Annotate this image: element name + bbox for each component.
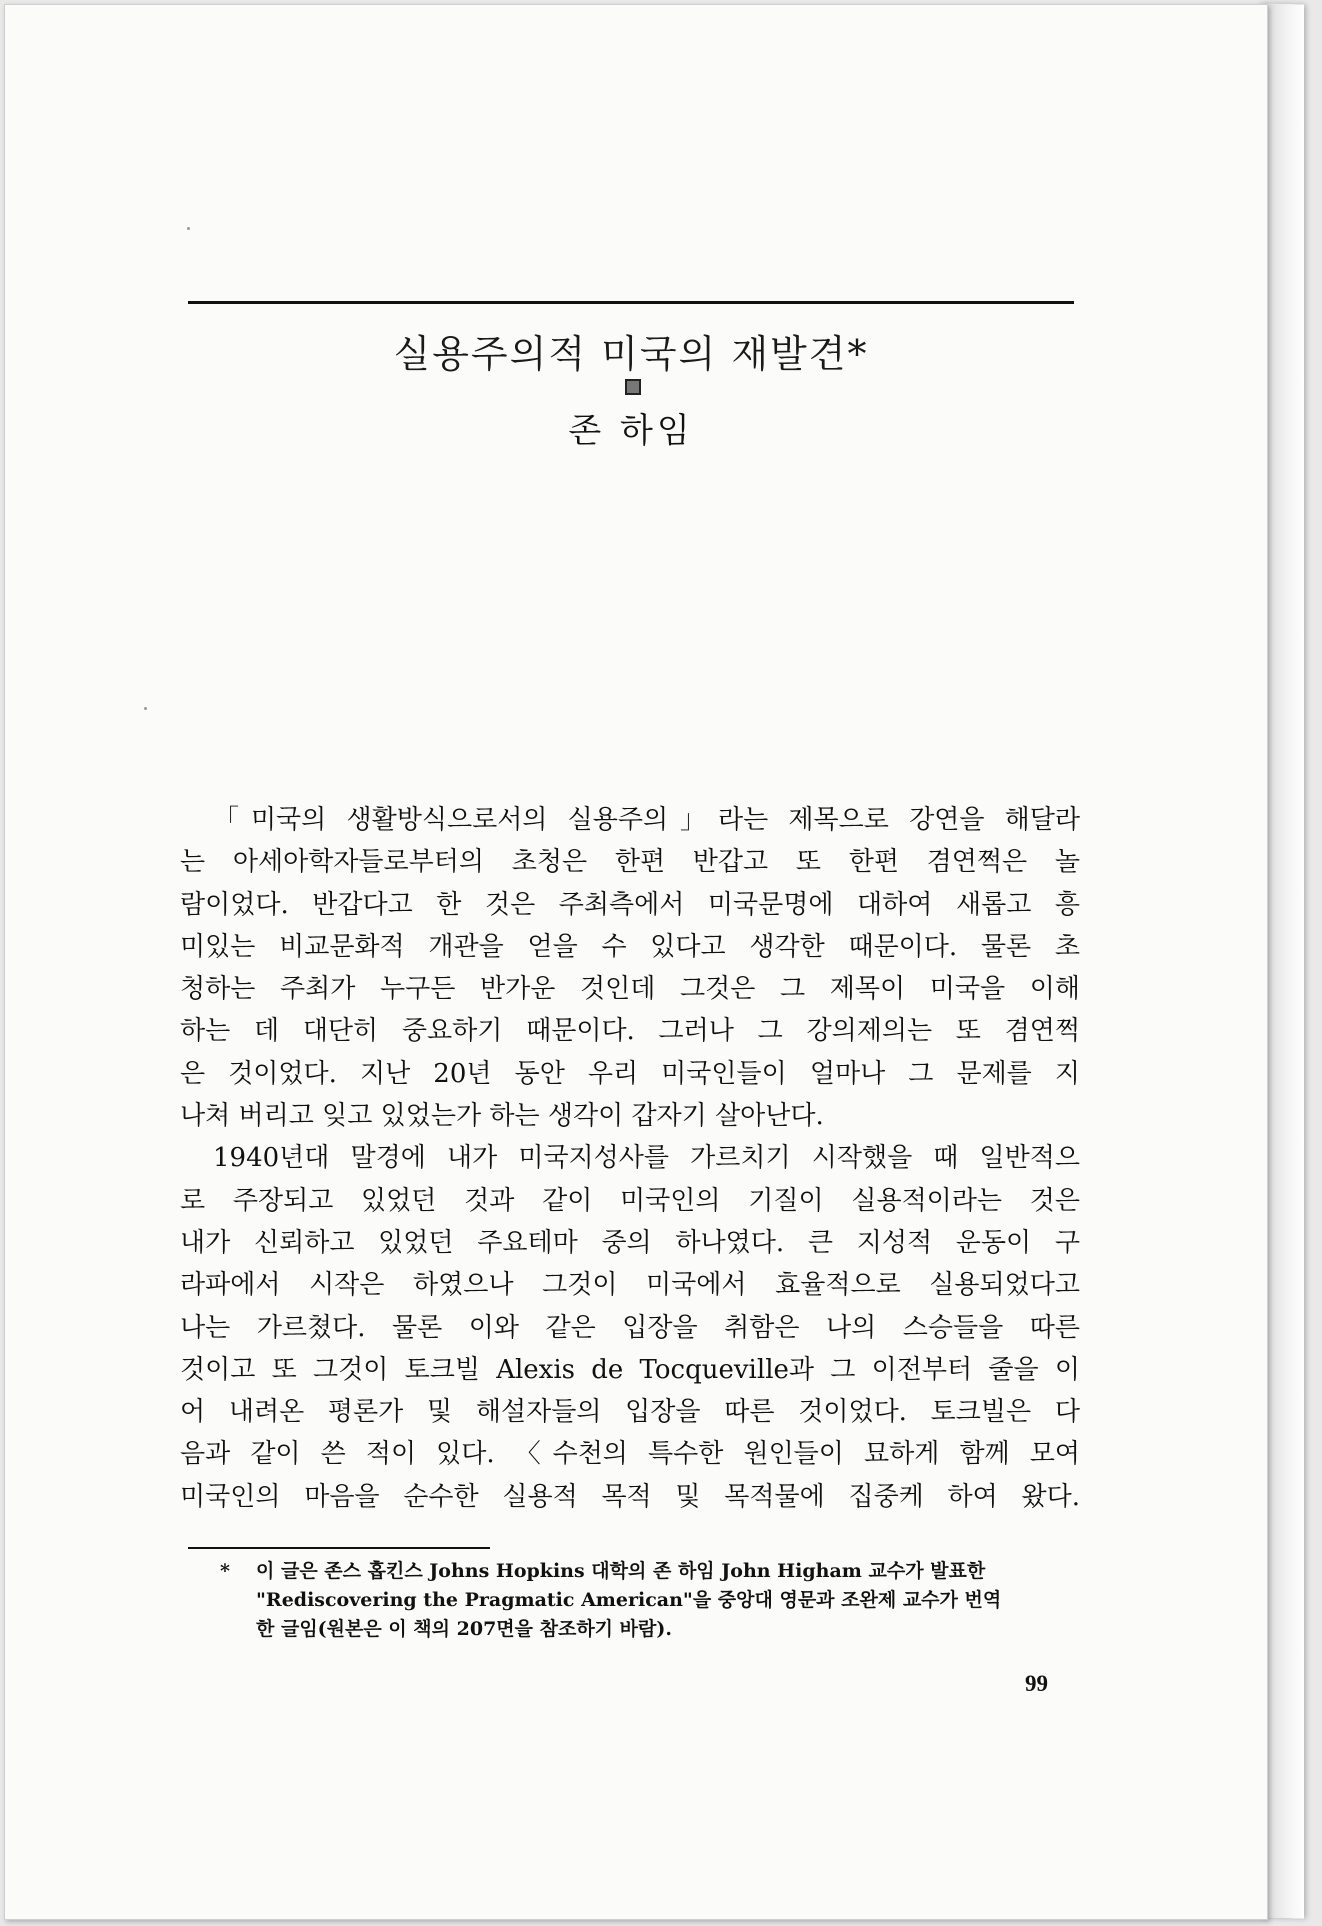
article-title: 실용주의적 미국의 재발견* (393, 332, 869, 376)
body-line: 청하는 주최가 누구든 반가운 것인데 그것은 그 제목이 미국을 이해 (180, 974, 1080, 1005)
body-line: 미있는 비교문화적 개관을 얻을 수 있다고 생각한 때문이다. 물론 초 (180, 931, 1080, 962)
body-line: 는 아세아학자들로부터의 초청은 한편 반갑고 또 한편 겸연쩍은 놀 (180, 847, 1080, 878)
body-text (180, 799, 1080, 1518)
footnote-line (220, 1557, 1080, 1586)
footnote-text: "Rediscovering the Pragmatic American"을 중앙대 영문과 조완제 교수가 번역 (256, 1589, 1002, 1611)
footnote-line (220, 1615, 1080, 1644)
title-rule (188, 301, 1074, 304)
body-line: 1940년대 말경에 내가 미국지성사를 가르치기 시작했을 때 일반적으 (213, 1143, 1080, 1174)
body-line: 로 주장되고 있었던 것과 같이 미국인의 기질이 실용적이라는 것은 (180, 1185, 1080, 1216)
footnote (220, 1557, 1080, 1644)
footnote-text: 이 글은 존스 홉킨스 Johns Hopkins 대학의 존 하임 John Higham 교수가 발표한 (256, 1560, 986, 1582)
body-line: 나쳐 버리고 잊고 있었는가 하는 생각이 갑자기 살아난다. (180, 1101, 824, 1132)
body-line: 「미국의 생활방식으로서의 실용주의」라는 제목으로 강연을 해달라 (213, 805, 1080, 835)
section-mark-icon (625, 379, 641, 395)
speck (144, 707, 147, 710)
body-line: 것이고 또 그것이 토크빌 Alexis de Tocqueville과 그 이전부터 줄을 이 (180, 1354, 1080, 1385)
footnote-text: 한 글임(원본은 이 책의 207면을 참조하기 바람). (256, 1618, 672, 1640)
body-line: 음과 같이 쓴 적이 있다. 〈수천의 특수한 원인들이 묘하게 함께 모여 (180, 1439, 1080, 1470)
body-line: 은 것이었다. 지난 20년 동안 우리 미국인들이 얼마나 그 문제를 지 (180, 1058, 1080, 1089)
footnote-rule (188, 1547, 490, 1549)
footnote-line (220, 1586, 1080, 1615)
body-line: 라파에서 시작은 하였으나 그것이 미국에서 효율적으로 실용되었다고 (180, 1270, 1080, 1301)
body-line: 미국인의 마음을 순수한 실용적 목적 및 목적물에 집중케 하여 왔다. (180, 1481, 1080, 1512)
body-line: 람이었다. 반갑다고 한 것은 주최측에서 미국문명에 대하여 새롭고 흥 (180, 889, 1080, 920)
footnote-marker: * (220, 1560, 230, 1582)
book-page (4, 4, 1268, 1920)
body-line: 내가 신뢰하고 있었던 주요테마 중의 하나였다. 큰 지성적 운동이 구 (180, 1227, 1080, 1258)
page-number: 99 (1025, 1671, 1048, 1696)
body-line: 나는 가르쳤다. 물론 이와 같은 입장을 취함은 나의 스승들을 따른 (180, 1312, 1080, 1343)
article-author: 존 하임 (568, 411, 694, 451)
body-line: 하는 데 대단히 중요하기 때문이다. 그러나 그 강의제의는 또 겸연쩍 (180, 1016, 1080, 1047)
body-line: 어 내려온 평론가 및 해설자들의 입장을 따른 것이었다. 토크빌은 다 (180, 1397, 1080, 1428)
speck (187, 227, 190, 230)
